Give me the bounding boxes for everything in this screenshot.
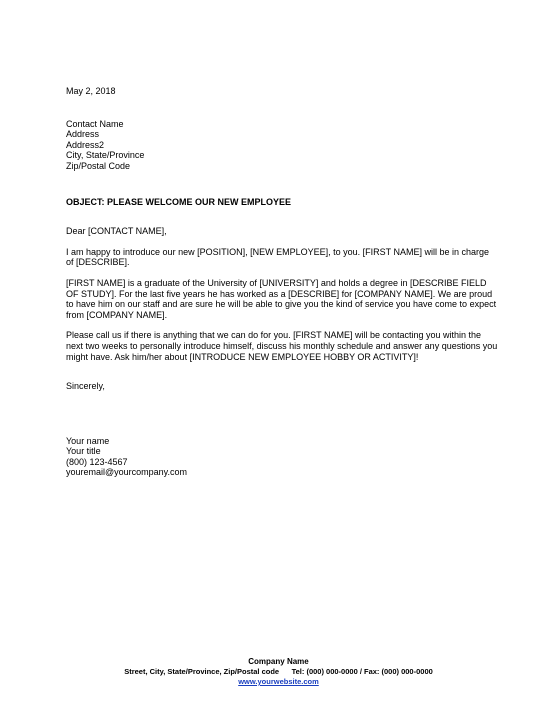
signature-phone: (800) 123-4567: [66, 456, 128, 467]
letter-subject: OBJECT: PLEASE WELCOME OUR NEW EMPLOYEE: [66, 196, 292, 207]
paragraph-background: [FIRST NAME] is a graduate of the University of [UNIVERSITY] and holds a degree in [DESCRIBE FIELD OF STUDY]. For the last five years he has worked as a [DESCRIBE] for [COMPANY NAME]. We are proud to have him on our staff and are sure he will be able to give you the kind of service you have come to expect from [COMPANY NAME].: [66, 277, 497, 320]
recipient-address: [66, 119, 498, 172]
signature-email: youremail@yourcompany.com: [66, 467, 188, 478]
recipient-city: City, State/Province: [66, 150, 145, 161]
letterhead-footer: [0, 657, 557, 687]
signature-title: Your title: [66, 446, 101, 457]
footer-website-link[interactable]: www.yourwebsite.com: [238, 677, 319, 686]
paragraph-introduction: I am happy to introduce our new [POSITION], [NEW EMPLOYEE], to you. [FIRST NAME] will be in charge of [DESCRIBE].: [66, 246, 489, 268]
recipient-zip: Zip/Postal Code: [66, 160, 131, 171]
paragraph-contact: Please call us if there is anything that we can do for you. [FIRST NAME] will be contacting you within the next two weeks to personally introduce himself, discuss his monthly schedule and answer any questions you might have. Ask him/her about [INTRODUCE NEW EMPLOYEE HOBBY OR ACTIVITY]!: [66, 330, 498, 362]
footer-company-name: Company Name: [248, 657, 309, 666]
recipient-address-line-2: Address2: [66, 139, 105, 150]
recipient-name: Contact Name: [66, 118, 124, 129]
footer-address: Street, City, State/Province, Zip/Postal code Tel: (000) 000-0000 / Fax: (000) 000-0000: [124, 667, 433, 676]
signature-block: [66, 436, 498, 478]
recipient-address-line-1: Address: [66, 129, 100, 140]
signature-name: Your name: [66, 435, 110, 446]
letter-body: [66, 86, 498, 478]
closing: Sincerely,: [66, 381, 105, 392]
letter-date: May 2, 2018: [66, 86, 116, 96]
salutation: Dear [CONTACT NAME],: [66, 226, 167, 237]
